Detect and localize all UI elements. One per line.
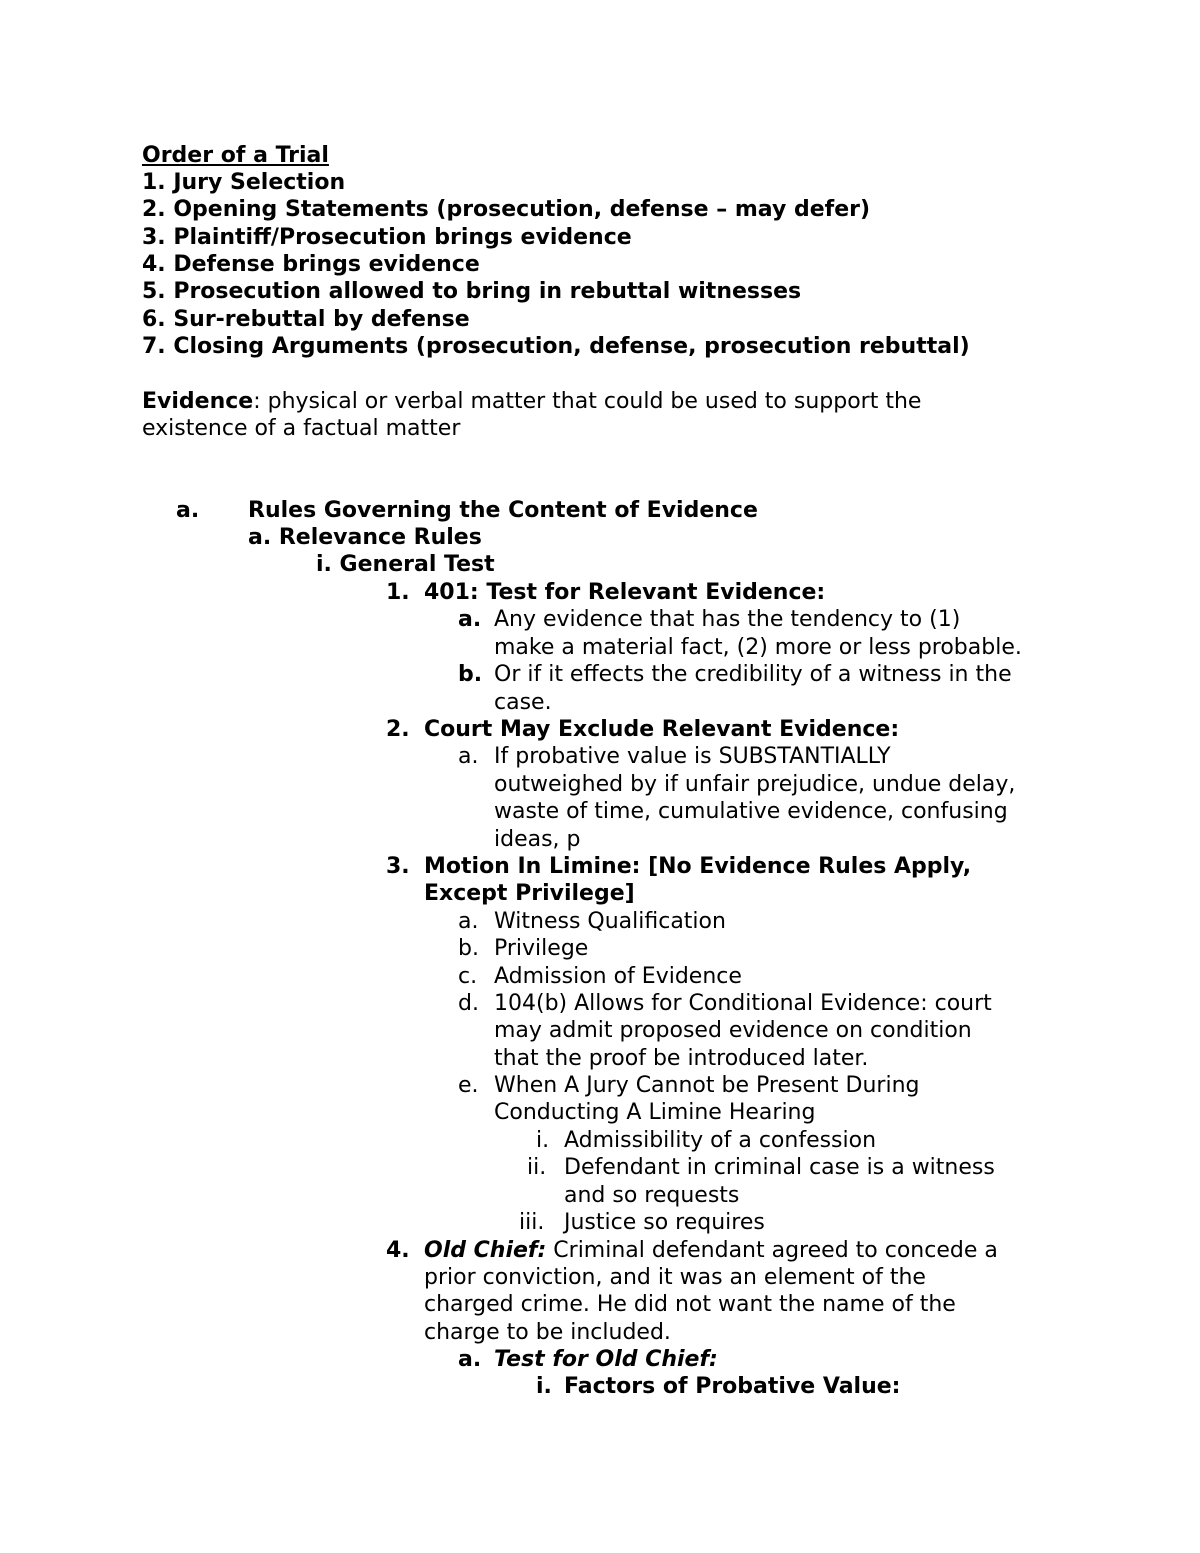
item-exclude-a-line-2: outweighed by if unfair prejudice, undue delay, bbox=[494, 772, 1016, 797]
item-limine-e-i-marker: i. bbox=[536, 1128, 550, 1153]
order-item-6: 6. Sur-rebuttal by defense bbox=[142, 307, 470, 332]
item-exclude-a-line-4: ideas, p bbox=[494, 827, 581, 852]
item-exclude-heading: Court May Exclude Relevant Evidence: bbox=[424, 717, 900, 742]
item-limine-e-ii-line-1: Defendant in criminal case is a witness bbox=[564, 1155, 995, 1180]
order-item-5: 5. Prosecution allowed to bring in rebuttal witnesses bbox=[142, 279, 802, 304]
order-item-4: 4. Defense brings evidence bbox=[142, 252, 480, 277]
item-limine-heading-line-1: Motion In Limine: [No Evidence Rules Apply, bbox=[424, 854, 972, 879]
old-chief-factors-marker: i. bbox=[536, 1374, 552, 1399]
item-limine-e-ii-marker: ii. bbox=[527, 1155, 547, 1180]
evidence-definition-line-2: existence of a factual matter bbox=[142, 416, 461, 441]
item-limine-e-line-1: When A Jury Cannot be Present During bbox=[494, 1073, 920, 1098]
item-limine-e-line-2: Conducting A Limine Hearing bbox=[494, 1100, 816, 1125]
item-limine-b-marker: b. bbox=[458, 936, 479, 961]
item-old-chief-line-1 bbox=[424, 1237, 998, 1265]
order-item-7: 7. Closing Arguments (prosecution, defense, prosecution rebuttal) bbox=[142, 334, 970, 359]
item-limine-d-line-2: may admit proposed evidence on condition bbox=[494, 1018, 972, 1043]
item-401-b-line-2: case. bbox=[494, 690, 552, 715]
old-chief-description: Criminal defendant agreed to concede a bbox=[546, 1238, 998, 1263]
order-item-3: 3. Plaintiff/Prosecution brings evidence bbox=[142, 225, 632, 250]
item-limine-e-marker: e. bbox=[458, 1073, 479, 1098]
item-limine-marker: 3. bbox=[386, 854, 410, 879]
evidence-term: Evidence bbox=[142, 389, 254, 414]
item-401-heading: 401: Test for Relevant Evidence: bbox=[424, 580, 826, 605]
item-limine-heading-line-2: Except Privilege] bbox=[424, 881, 635, 906]
item-exclude-a-line-1: If probative value is SUBSTANTIALLY bbox=[494, 744, 891, 769]
item-old-chief-marker: 4. bbox=[386, 1238, 410, 1263]
order-item-1: 1. Jury Selection bbox=[142, 170, 346, 195]
item-limine-e-iii-text: Justice so requires bbox=[564, 1210, 765, 1235]
item-exclude-a-marker: a. bbox=[458, 744, 479, 769]
old-chief-case-name: Old Chief: bbox=[424, 1238, 547, 1263]
item-limine-c-marker: c. bbox=[458, 964, 478, 989]
item-exclude-marker: 2. bbox=[386, 717, 410, 742]
item-old-chief-line-4: charge to be included. bbox=[424, 1320, 671, 1345]
item-limine-a-marker: a. bbox=[458, 909, 479, 934]
item-limine-b-text: Privilege bbox=[494, 936, 589, 961]
old-chief-factors-heading: Factors of Probative Value: bbox=[564, 1374, 901, 1399]
item-401-a-line-1: Any evidence that has the tendency to (1) bbox=[494, 607, 961, 632]
order-title: Order of a Trial bbox=[142, 143, 329, 168]
outline-a-marker: a. bbox=[176, 498, 200, 523]
item-401-b-marker: b. bbox=[458, 662, 483, 687]
evidence-definition-text: : physical or verbal matter that could be used to support the bbox=[253, 389, 922, 414]
item-limine-e-i-text: Admissibility of a confession bbox=[564, 1128, 877, 1153]
rules-content-heading: Rules Governing the Content of Evidence bbox=[248, 498, 758, 523]
item-limine-a-text: Witness Qualification bbox=[494, 909, 726, 934]
item-limine-c-text: Admission of Evidence bbox=[494, 964, 742, 989]
evidence-definition-line-1 bbox=[142, 388, 921, 416]
relevance-rules-heading: a. Relevance Rules bbox=[248, 525, 482, 550]
item-limine-d-line-3: that the proof be introduced later. bbox=[494, 1046, 869, 1071]
item-401-marker: 1. bbox=[386, 580, 410, 605]
item-limine-e-iii-marker: iii. bbox=[519, 1210, 545, 1235]
item-old-chief-line-2: prior conviction, and it was an element of the bbox=[424, 1265, 926, 1290]
item-401-a-line-2: make a material fact, (2) more or less probable. bbox=[494, 635, 1022, 660]
item-limine-d-line-1: 104(b) Allows for Conditional Evidence: court bbox=[494, 991, 992, 1016]
old-chief-test-heading: Test for Old Chief: bbox=[494, 1347, 718, 1372]
item-limine-d-marker: d. bbox=[458, 991, 479, 1016]
item-old-chief-line-3: charged crime. He did not want the name of the bbox=[424, 1292, 956, 1317]
item-401-a-marker: a. bbox=[458, 607, 482, 632]
item-401-b-line-1: Or if it effects the credibility of a witness in the bbox=[494, 662, 1012, 687]
general-test-heading: i. General Test bbox=[316, 552, 495, 577]
old-chief-test-marker: a. bbox=[458, 1347, 482, 1372]
item-exclude-a-line-3: waste of time, cumulative evidence, confusing bbox=[494, 799, 1008, 824]
order-item-2: 2. Opening Statements (prosecution, defense – may defer) bbox=[142, 197, 871, 222]
item-limine-e-ii-line-2: and so requests bbox=[564, 1183, 740, 1208]
